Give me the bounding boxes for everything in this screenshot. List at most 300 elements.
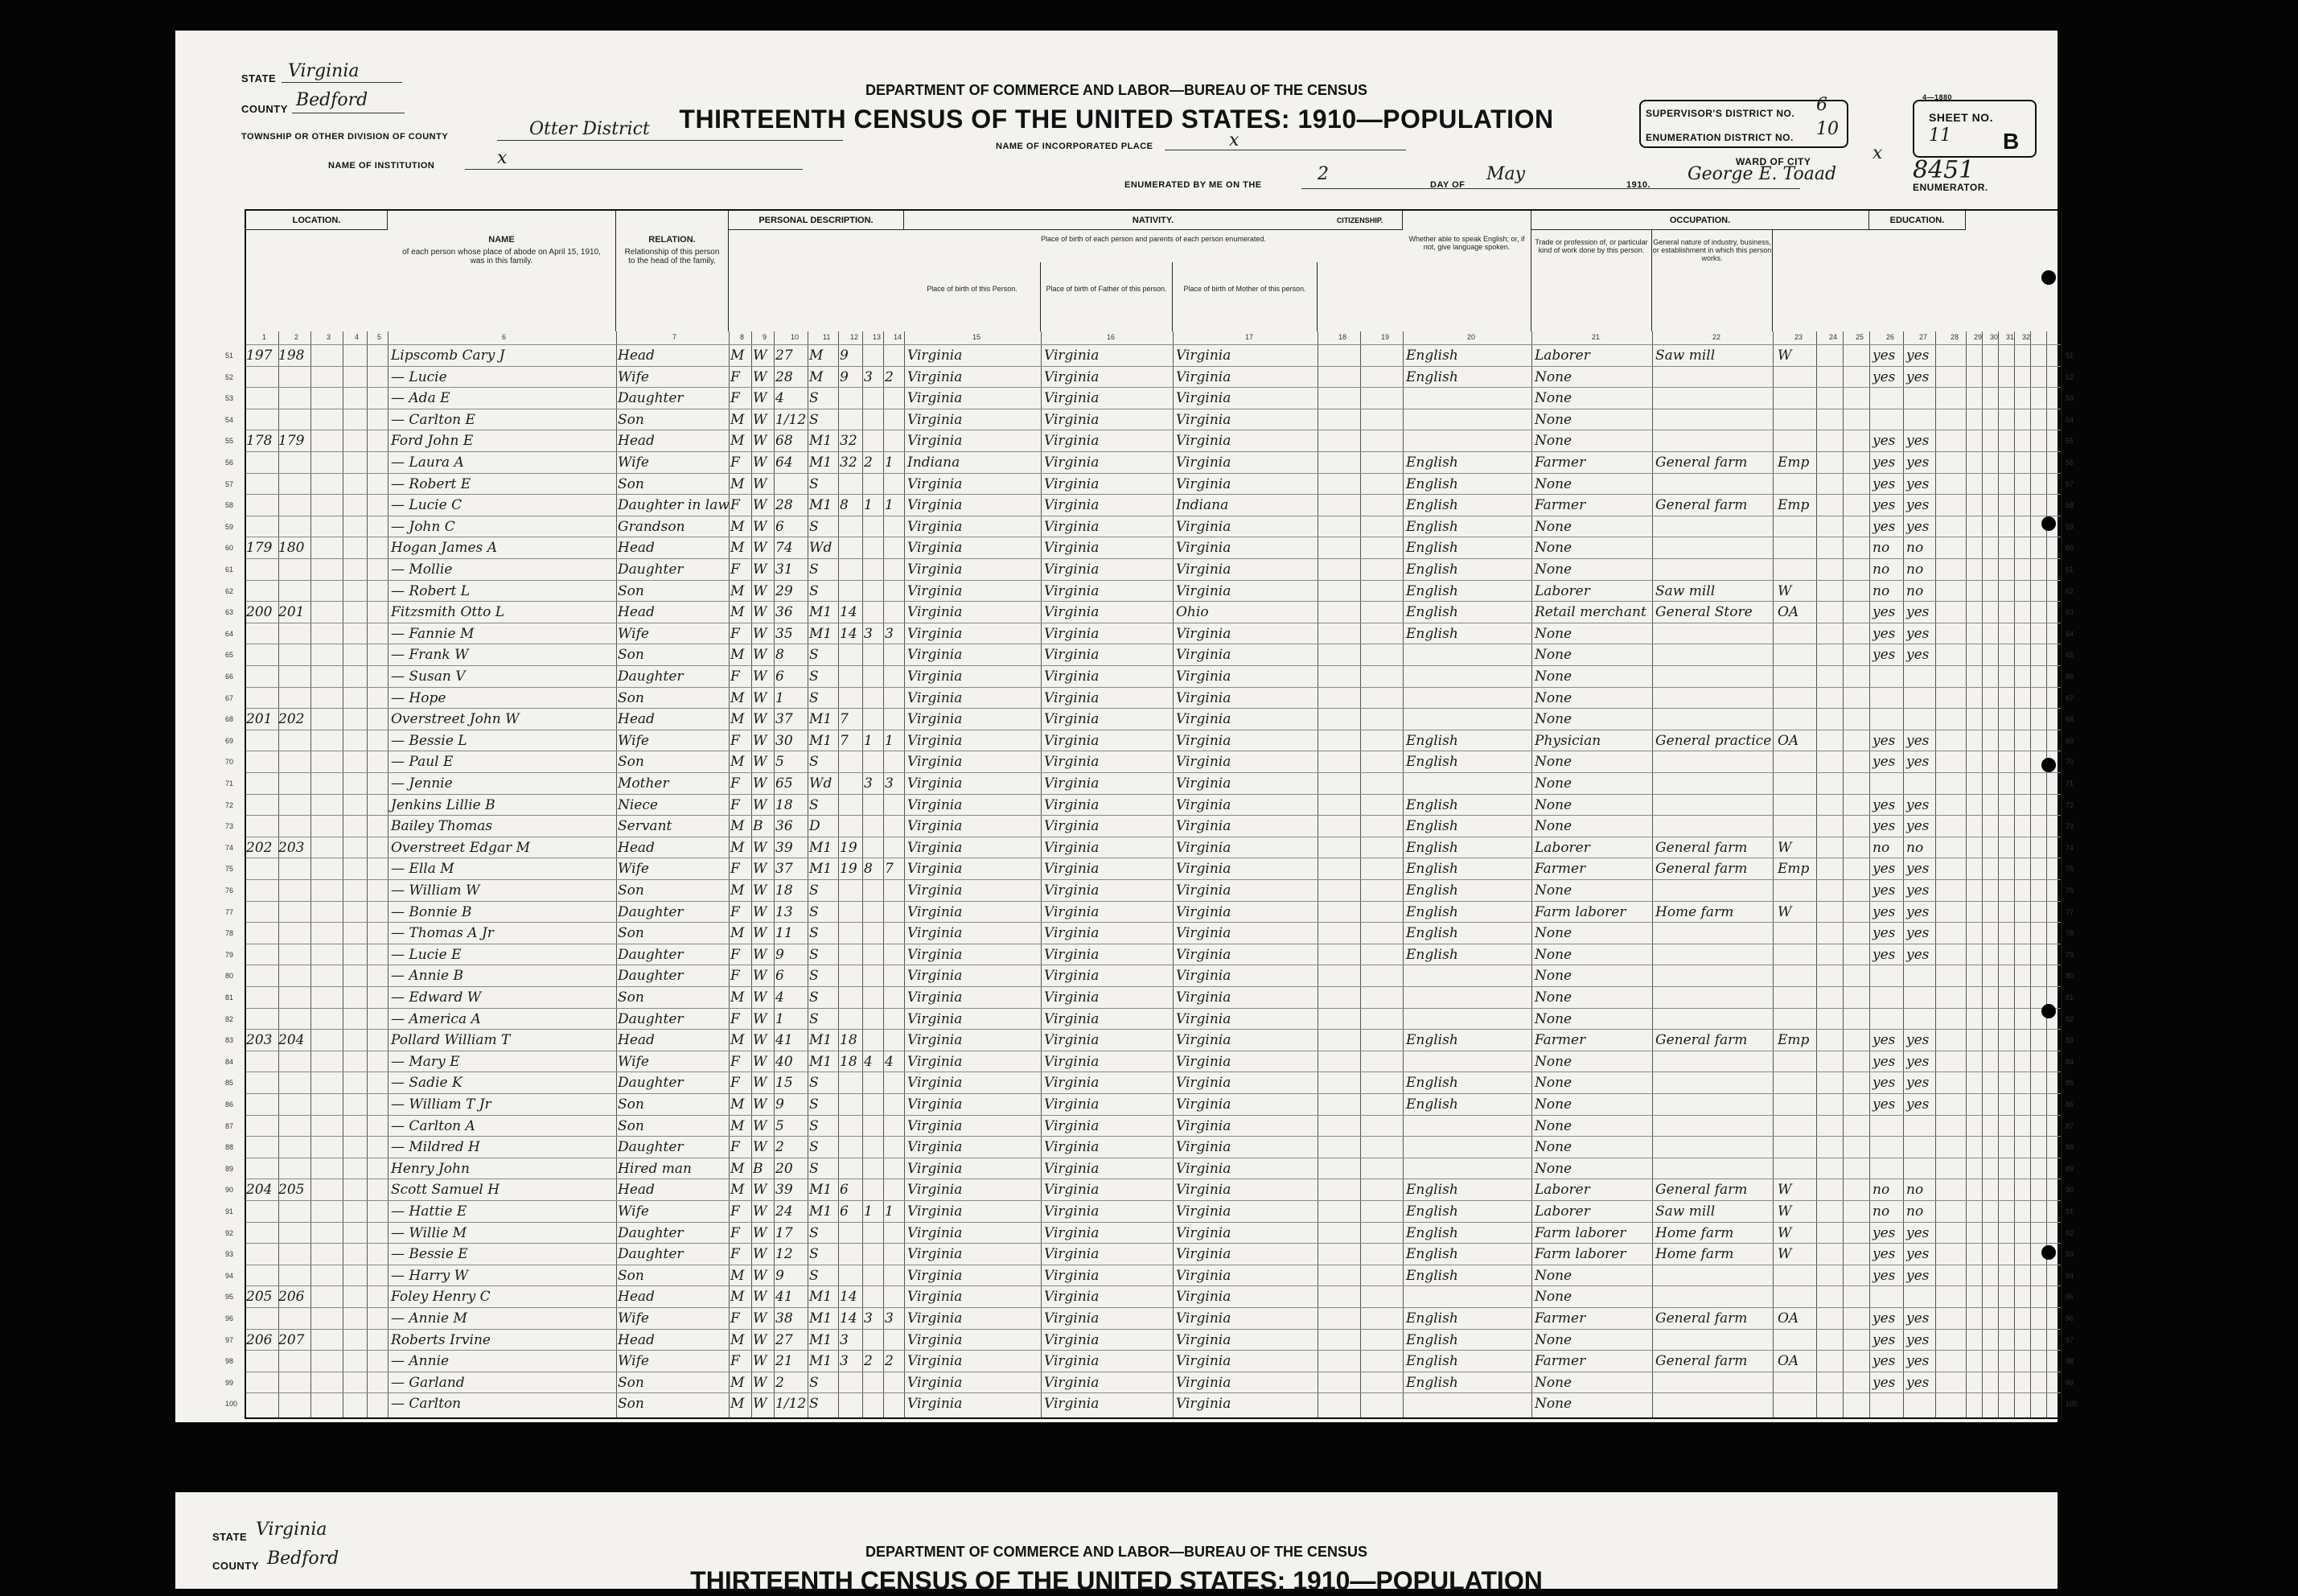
cell-read: no (1873, 540, 1890, 557)
cell-living-children (885, 1330, 904, 1351)
cell-english (1406, 430, 1527, 451)
cell-industry: Home farm (1655, 1246, 1734, 1263)
cell-emp (1778, 1393, 1815, 1414)
cell-years (840, 644, 862, 665)
cell-living-children (885, 880, 904, 901)
cell-industry (1655, 367, 1771, 388)
cell-family: 179 (278, 433, 305, 450)
cell-age: 24 (775, 1203, 793, 1220)
cell-english: English (1406, 1331, 1458, 1348)
incorporated-value: x (1229, 130, 1239, 150)
cell-living-children: 1 (885, 497, 894, 514)
cell-age: 5 (775, 1117, 784, 1134)
cell-father: Virginia (1044, 925, 1100, 942)
cell-name: — Annie (391, 1353, 450, 1370)
cell-mother: Virginia (1176, 1289, 1231, 1306)
cell-write (1906, 666, 1938, 687)
table-row (225, 1372, 2074, 1393)
cell-emp: W (1778, 903, 1792, 920)
line-number: 73 (225, 822, 234, 831)
cell-living-children: 2 (885, 368, 894, 385)
table-row (225, 1008, 2074, 1030)
cell-sex: M (730, 754, 745, 771)
cell-relation: Mother (618, 775, 669, 792)
cell-race: W (753, 1182, 767, 1199)
cell-race: W (753, 475, 767, 492)
cell-birth: Virginia (907, 1053, 963, 1070)
cell-read: yes (1873, 1246, 1896, 1263)
cell-name: Foley Henry C (391, 1289, 491, 1306)
cell-birth: Virginia (907, 582, 963, 599)
column-number: 25 (1856, 333, 1864, 341)
cell-name: — America A (391, 1010, 481, 1027)
cell-living-children: 1 (885, 455, 894, 471)
cell-english (1406, 1051, 1527, 1072)
cell-race: W (753, 1224, 767, 1241)
cell-mother: Virginia (1176, 1182, 1231, 1199)
cell-relation: Son (618, 882, 644, 899)
cell-years (840, 516, 862, 537)
line-number: 57 (225, 479, 234, 488)
cell-read (1873, 965, 1905, 986)
line-number: 87 (225, 1121, 234, 1130)
cell-sex: F (730, 1353, 740, 1370)
line-number-right: 64 (2066, 629, 2074, 638)
ward-value: x (1873, 143, 1883, 163)
cell-write (1906, 1116, 1938, 1137)
cell-age: 9 (775, 1096, 784, 1113)
line-number: 58 (225, 501, 234, 510)
cell-trade: None (1535, 775, 1572, 792)
cell-race: W (753, 1075, 767, 1092)
column-number: 23 (1794, 333, 1803, 341)
cell-relation: Grandson (618, 518, 685, 535)
cell-race: W (753, 348, 767, 364)
cell-english (1406, 1116, 1527, 1137)
cell-read: yes (1873, 455, 1896, 471)
enumerator-label: ENUMERATOR. (1913, 182, 1988, 193)
cell-mother: Virginia (1176, 540, 1231, 557)
cell-industry (1655, 1072, 1771, 1093)
line-number-right: 69 (2066, 736, 2074, 745)
cell-english: English (1406, 882, 1458, 899)
cell-write: yes (1906, 946, 1930, 963)
cell-marital: S (809, 647, 819, 664)
cell-industry (1655, 944, 1771, 965)
table-row (225, 1285, 2074, 1307)
line-number-right: 77 (2066, 907, 2074, 916)
cell-emp (1778, 516, 1815, 537)
cell-marital: M1 (809, 711, 832, 728)
cell-relation: Head (618, 1289, 655, 1306)
cell-sex: M (730, 1289, 745, 1306)
cell-father: Virginia (1044, 1374, 1100, 1391)
cell-sex: F (730, 455, 740, 471)
cell-birth: Virginia (907, 411, 963, 428)
cell-marital: Wd (809, 775, 832, 792)
cell-marital: S (809, 1096, 819, 1113)
cell-race: W (753, 882, 767, 899)
cell-mother: Virginia (1176, 818, 1231, 835)
cell-trade: None (1535, 625, 1572, 642)
cell-emp (1778, 688, 1815, 709)
cell-sex: F (730, 1310, 740, 1327)
cell-born-children: 1 (864, 1203, 873, 1220)
cell-living-children (885, 965, 904, 986)
institution-label: NAME OF INSTITUTION (328, 161, 435, 171)
cell-marital: M1 (809, 732, 832, 749)
column-number: 10 (791, 333, 800, 341)
line-number: 53 (225, 394, 234, 403)
cell-relation: Head (618, 1331, 655, 1348)
cell-years: 9 (840, 368, 849, 385)
cell-write: yes (1906, 1075, 1930, 1092)
cell-marital: S (809, 1010, 819, 1027)
cell-born-children (864, 816, 883, 837)
cell-age: 9 (775, 946, 784, 963)
cell-write (1906, 987, 1938, 1008)
cell-sex: M (730, 1267, 745, 1284)
table-row (225, 516, 2074, 537)
cell-father: Virginia (1044, 989, 1100, 1006)
cell-english: English (1406, 455, 1458, 471)
cell-age: 8 (775, 647, 784, 664)
cell-mother: Virginia (1176, 1203, 1231, 1220)
cell-family (278, 751, 310, 772)
cell-born-children (864, 1137, 883, 1158)
cell-living-children (885, 581, 904, 602)
cell-age: 1 (775, 1010, 784, 1027)
cell-trade: Farmer (1535, 1310, 1586, 1327)
cell-trade: Laborer (1535, 1203, 1590, 1220)
cell-name: — Hope (391, 689, 446, 706)
cell-years: 19 (840, 861, 857, 878)
cell-family: 198 (278, 348, 305, 364)
cell-family (278, 644, 310, 665)
cell-industry (1655, 880, 1771, 901)
cell-english: English (1406, 475, 1458, 492)
cell-relation: Son (618, 925, 644, 942)
cell-write (1906, 409, 1938, 430)
cell-trade: Retail merchant (1535, 604, 1646, 621)
cell-birth: Virginia (907, 497, 963, 514)
cell-family (278, 1009, 310, 1030)
cell-relation: Wife (618, 1053, 649, 1070)
line-number: 59 (225, 522, 234, 531)
cell-years (840, 1137, 862, 1158)
cell-father: Virginia (1044, 518, 1100, 535)
cell-birth: Virginia (907, 647, 963, 664)
cell-emp (1778, 816, 1815, 837)
cell-industry: General Store (1655, 604, 1753, 621)
cell-years (840, 1009, 862, 1030)
cell-read: yes (1873, 348, 1896, 364)
cell-trade: None (1535, 1117, 1572, 1134)
cell-relation: Servant (618, 818, 672, 835)
cell-living-children (885, 474, 904, 495)
cell-industry (1655, 795, 1771, 816)
line-number-right: 94 (2066, 1271, 2074, 1280)
cell-father: Virginia (1044, 390, 1100, 407)
table-row (225, 665, 2074, 687)
cell-father: Virginia (1044, 903, 1100, 920)
cell-birth: Virginia (907, 368, 963, 385)
cell-write: no (1906, 1182, 1924, 1199)
cell-years (840, 795, 862, 816)
cell-birth: Virginia (907, 1331, 963, 1348)
cell-age: 28 (775, 368, 793, 385)
cell-marital: S (809, 411, 819, 428)
cell-birth: Virginia (907, 1246, 963, 1263)
table-row (225, 473, 2074, 495)
cell-english: English (1406, 518, 1458, 535)
cell-race: B (753, 818, 763, 835)
line-number-right: 96 (2066, 1314, 2074, 1322)
line-number: 52 (225, 372, 234, 381)
cell-sex: M (730, 989, 745, 1006)
cell-dwelling (246, 902, 278, 923)
line-number: 66 (225, 673, 234, 681)
cell-trade: None (1535, 1139, 1572, 1156)
line-number: 84 (225, 1057, 234, 1066)
cell-read: no (1873, 1182, 1890, 1199)
cell-english: English (1406, 1075, 1458, 1092)
line-number-right: 54 (2066, 415, 2074, 424)
cell-years: 7 (840, 711, 849, 728)
cell-race: W (753, 1289, 767, 1306)
line-number: 80 (225, 972, 234, 981)
cell-trade: Farm laborer (1535, 1246, 1626, 1263)
cell-marital: S (809, 1075, 819, 1092)
cell-years: 6 (840, 1182, 849, 1199)
cell-father: Virginia (1044, 1331, 1100, 1348)
table-row (225, 1093, 2074, 1115)
cell-read (1873, 409, 1905, 430)
cell-race: W (753, 497, 767, 514)
line-number-right: 59 (2066, 522, 2074, 531)
cell-english (1406, 666, 1527, 687)
cell-english (1406, 1137, 1527, 1158)
cell-father: Virginia (1044, 540, 1100, 557)
line-number-right: 81 (2066, 993, 2074, 1002)
cell-birth: Virginia (907, 775, 963, 792)
cell-sex: F (730, 903, 740, 920)
cell-trade: None (1535, 1075, 1572, 1092)
cell-mother: Virginia (1176, 1032, 1231, 1049)
table-row (225, 387, 2074, 409)
line-number-right: 93 (2066, 1250, 2074, 1259)
cell-dwelling (246, 1351, 278, 1372)
cell-trade: None (1535, 1096, 1572, 1113)
cell-emp: OA (1778, 732, 1799, 749)
cell-trade: None (1535, 647, 1572, 664)
cell-read: yes (1873, 1075, 1896, 1092)
cell-industry: Home farm (1655, 1224, 1734, 1241)
cell-english: English (1406, 1032, 1458, 1049)
cell-living-children (885, 816, 904, 837)
cell-trade: None (1535, 518, 1572, 535)
line-number-right: 73 (2066, 822, 2074, 831)
cell-born-children (864, 474, 883, 495)
cell-birth: Virginia (907, 882, 963, 899)
cell-race: W (753, 1246, 767, 1263)
cell-marital: S (809, 1139, 819, 1156)
cell-name: — Bessie E (391, 1246, 468, 1263)
line-number-right: 79 (2066, 950, 2074, 959)
cell-family (278, 559, 310, 580)
cell-relation: Daughter (618, 668, 684, 685)
cell-birth: Virginia (907, 861, 963, 878)
cell-family (278, 730, 310, 751)
cell-living-children (885, 1393, 904, 1414)
table-row (225, 601, 2074, 623)
cell-mother: Virginia (1176, 625, 1231, 642)
cell-sex: M (730, 1374, 745, 1391)
cell-relation: Wife (618, 1353, 649, 1370)
next-county-value: Bedford (267, 1549, 339, 1569)
cell-trade: None (1535, 433, 1572, 450)
cell-relation: Wife (618, 1310, 649, 1327)
cell-dwelling (246, 409, 278, 430)
cell-age: 1/12 (775, 411, 807, 428)
line-number: 78 (225, 929, 234, 938)
cell-father: Virginia (1044, 839, 1100, 856)
cell-race: W (753, 647, 767, 664)
cell-mother: Virginia (1176, 518, 1231, 535)
cell-write (1906, 1009, 1938, 1030)
cell-relation: Wife (618, 1203, 649, 1220)
cell-born-children (864, 688, 883, 709)
cell-relation: Niece (618, 796, 658, 813)
cell-age: 4 (775, 989, 784, 1006)
line-number: 94 (225, 1271, 234, 1280)
cell-mother: Virginia (1176, 946, 1231, 963)
cell-marital: M1 (809, 839, 832, 856)
cell-living-children (885, 409, 904, 430)
next-department-heading: DEPARTMENT OF COMMERCE AND LABOR—BUREAU OF THE CENSUS (865, 1544, 1367, 1560)
group-personal: PERSONAL DESCRIPTION. (729, 211, 904, 230)
table-row (225, 687, 2074, 709)
cell-relation: Daughter (618, 390, 684, 407)
cell-relation: Head (618, 839, 655, 856)
cell-sex: F (730, 625, 740, 642)
line-number-right: 56 (2066, 459, 2074, 467)
cell-born-children (864, 795, 883, 816)
cell-father: Virginia (1044, 561, 1100, 578)
cell-birth: Virginia (907, 711, 963, 728)
cell-marital: S (809, 475, 819, 492)
cell-emp (1778, 1372, 1815, 1393)
cell-marital: S (809, 882, 819, 899)
cell-trade: None (1535, 946, 1572, 963)
cell-race: W (753, 1010, 767, 1027)
cell-name: — Mildred H (391, 1139, 480, 1156)
cell-industry: General practice (1655, 732, 1772, 749)
table-row (225, 922, 2074, 944)
cell-write: no (1906, 561, 1924, 578)
cell-years (840, 388, 862, 409)
cell-mother: Virginia (1176, 1224, 1231, 1241)
cell-race: W (753, 1310, 767, 1327)
cell-name: Scott Samuel H (391, 1182, 500, 1199)
table-row (225, 944, 2074, 965)
cell-dwelling (246, 1116, 278, 1137)
line-number: 98 (225, 1357, 234, 1366)
cell-industry: General farm (1655, 1353, 1748, 1370)
cell-race: W (753, 433, 767, 450)
line-number-right: 91 (2066, 1207, 2074, 1216)
cell-living-children (885, 1244, 904, 1265)
cell-read: yes (1873, 497, 1896, 514)
cell-marital: M1 (809, 1032, 832, 1049)
cell-emp (1778, 1137, 1815, 1158)
cell-years (840, 1372, 862, 1393)
cell-living-children (885, 1137, 904, 1158)
cell-read: yes (1873, 1032, 1896, 1049)
cell-dwelling (246, 581, 278, 602)
cell-sex: F (730, 796, 740, 813)
cell-dwelling (246, 944, 278, 965)
cell-dwelling: 201 (246, 711, 273, 728)
cell-marital: M1 (809, 455, 832, 471)
cell-family (278, 623, 310, 644)
table-row (225, 1392, 2078, 1414)
cell-dwelling (246, 623, 278, 644)
line-number-right: 65 (2066, 651, 2074, 660)
cell-sex: F (730, 497, 740, 514)
cell-industry (1655, 1286, 1771, 1307)
cell-father: Virginia (1044, 861, 1100, 878)
cell-relation: Son (618, 689, 644, 706)
cell-age: 35 (775, 625, 793, 642)
cell-marital: S (809, 903, 819, 920)
sheet-value: 11 (1929, 125, 1951, 146)
cell-english: English (1406, 946, 1458, 963)
cell-write: yes (1906, 1374, 1930, 1391)
cell-trade: Laborer (1535, 839, 1590, 856)
cell-living-children: 4 (885, 1053, 894, 1070)
table-row (225, 751, 2074, 772)
line-number-right: 72 (2066, 800, 2074, 809)
cell-emp (1778, 944, 1815, 965)
cell-mother: Virginia (1176, 903, 1231, 920)
cell-read: yes (1873, 903, 1896, 920)
cell-trade: None (1535, 1289, 1572, 1306)
cell-birth: Virginia (907, 1396, 963, 1413)
cell-years (840, 409, 862, 430)
cell-read: yes (1873, 818, 1896, 835)
cell-name: — Ada E (391, 390, 450, 407)
name-description: of each person whose place of abode on April 15, 1910, was in this family. (402, 248, 601, 265)
cell-english (1406, 1009, 1527, 1030)
cell-industry: Saw mill (1655, 1203, 1716, 1220)
cell-race: W (753, 925, 767, 942)
cell-family: 202 (278, 711, 305, 728)
line-number-right: 95 (2066, 1293, 2074, 1302)
supervisor-value: 6 (1816, 95, 1827, 115)
cell-family (278, 944, 310, 965)
cell-name: — Bonnie B (391, 903, 472, 920)
cell-living-children (885, 666, 904, 687)
cell-industry (1655, 816, 1771, 837)
institution-value: x (497, 148, 508, 168)
cell-write (1906, 1393, 1938, 1414)
cell-read (1873, 1393, 1905, 1414)
line-number-right: 88 (2066, 1143, 2074, 1152)
cell-age: 6 (775, 968, 784, 985)
cell-name: — Lucie C (391, 497, 462, 514)
cell-race: W (753, 411, 767, 428)
